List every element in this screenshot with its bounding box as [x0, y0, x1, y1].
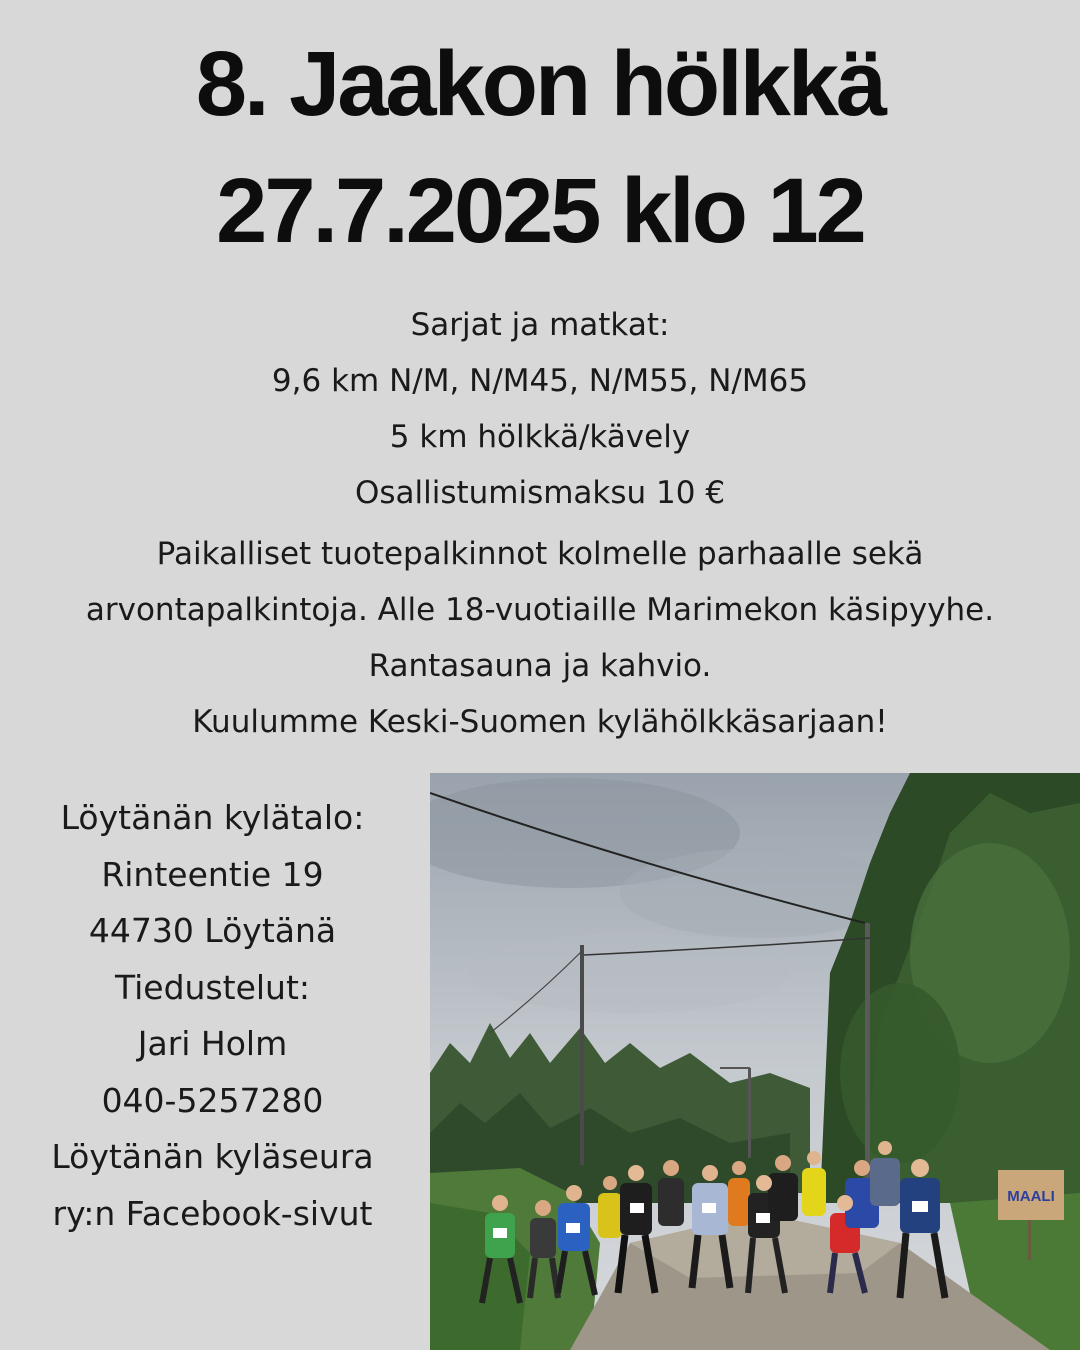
inquiries-label: Tiedustelut: — [114, 967, 311, 1007]
event-date-time: 27.7.2025 klo 12 — [216, 160, 864, 262]
contact-phone: 040-5257280 — [101, 1080, 324, 1120]
extras-prizes: Paikalliset tuotepalkinnot kolmelle parhaalle sekä — [156, 536, 924, 572]
contact-info — [0, 790, 425, 1242]
race-details — [0, 297, 1080, 521]
race-start-photo — [430, 773, 1080, 1350]
finish-sign-text: MAALI — [1007, 1188, 1055, 1205]
details-distance-short: 5 km hölkkä/kävely — [389, 419, 691, 455]
extras-raffle: arvontapalkintoja. Alle 18-vuotiaille Marimekon käsipyyhe. — [85, 592, 995, 628]
organizer-name: Löytänän kyläseura — [51, 1137, 374, 1176]
contact-person: Jari Holm — [137, 1024, 288, 1063]
venue-postal: 44730 Löytänä — [88, 911, 337, 950]
venue-street: Rinteentie 19 — [101, 854, 324, 894]
extras-sauna: Rantasauna ja kahvio. — [368, 648, 712, 684]
details-heading: Sarjat ja matkat: — [410, 307, 670, 343]
details-fee: Osallistumismaksu 10 € — [354, 475, 726, 511]
extras-series: Kuulumme Keski-Suomen kylähölkkäsarjaan! — [192, 704, 888, 740]
event-extras — [0, 526, 1080, 750]
venue-name: Löytänän kylätalo: — [60, 798, 365, 837]
event-title: 8. Jaakon hölkkä — [195, 33, 885, 135]
details-distance-long: 9,6 km N/M, N/M45, N/M55, N/M65 — [271, 363, 809, 399]
organizer-facebook: ry:n Facebook-sivut — [52, 1193, 373, 1233]
